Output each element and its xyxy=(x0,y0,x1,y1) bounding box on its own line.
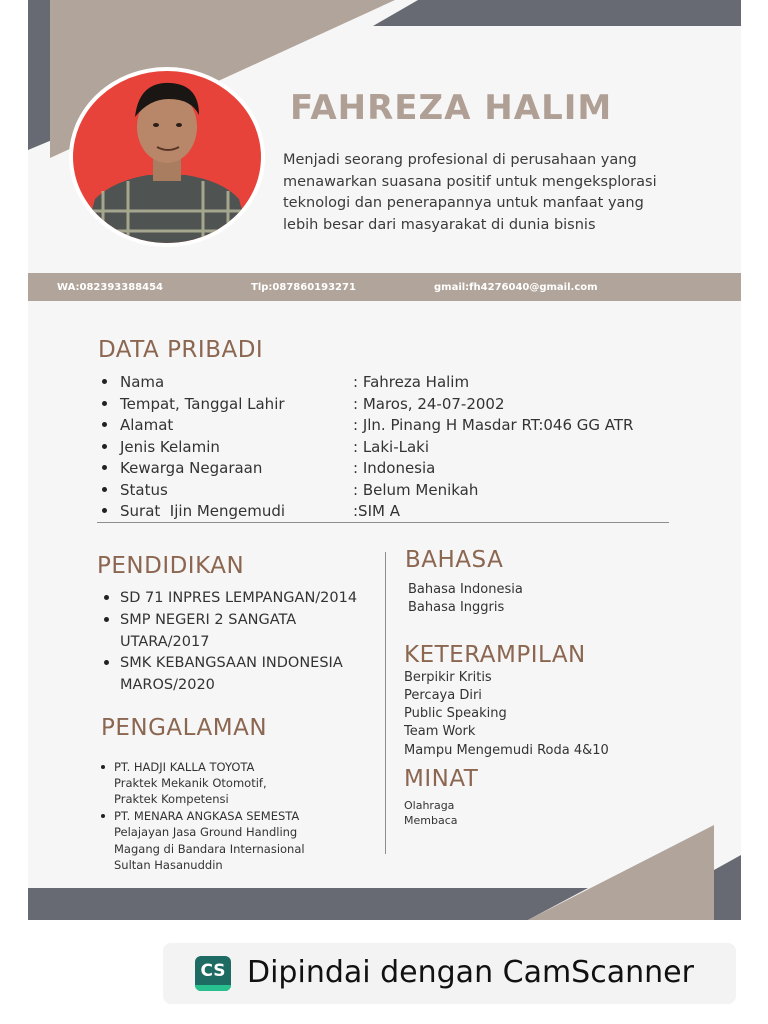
education-item: SMK KEBANGSAAN INDONESIA MAROS/2020 xyxy=(120,655,343,693)
experience-detail: Pelajayan Jasa Ground Handling xyxy=(114,825,298,839)
bullet-dot xyxy=(102,465,107,470)
section-title-data-pribadi: DATA PRIBADI xyxy=(98,337,264,363)
camscanner-logo-text: CS xyxy=(200,961,226,981)
personal-value: : Fahreza Halim xyxy=(353,373,470,391)
horizontal-divider xyxy=(97,522,669,523)
deco-top-left-gray xyxy=(28,0,52,150)
full-name: FAHREZA HALIM xyxy=(290,88,613,128)
personal-value: : Maros, 24-07-2002 xyxy=(353,395,505,413)
bullet-dot xyxy=(102,444,107,449)
personal-value: : Indonesia xyxy=(353,459,436,477)
contact-phone: Tlp:087860193271 xyxy=(251,282,356,293)
personal-value: :SIM A xyxy=(353,502,400,520)
experience-detail: Magang di Bandara Internasional xyxy=(114,842,305,856)
profile-photo xyxy=(69,67,265,247)
personal-label: Kewarga Negaraan xyxy=(120,459,263,477)
section-title-minat: MINAT xyxy=(404,766,479,792)
camscanner-watermark xyxy=(163,943,736,1004)
bullet-dot xyxy=(102,401,107,406)
personal-value: : Jln. Pinang H Masdar RT:046 GG ATR xyxy=(353,416,634,434)
education-item: SMP NEGERI 2 SANGATA UTARA/2017 xyxy=(120,612,297,650)
bullet-dot xyxy=(101,765,105,769)
personal-label: Alamat xyxy=(120,416,174,434)
skill-item: Mampu Mengemudi Roda 4&10 xyxy=(404,743,609,758)
skill-item: Berpikir Kritis xyxy=(404,670,492,685)
bullet-dot xyxy=(102,487,107,492)
personal-label: Tempat, Tanggal Lahir xyxy=(120,395,285,413)
education-item: SD 71 INPRES LEMPANGAN/2014 xyxy=(120,590,358,606)
person-silhouette xyxy=(73,71,261,243)
personal-label: Status xyxy=(120,481,168,499)
vertical-divider xyxy=(385,552,386,854)
experience-company: PT. MENARA ANGKASA SEMESTA xyxy=(114,809,300,823)
bullet-dot xyxy=(104,617,109,622)
camscanner-logo-icon xyxy=(195,956,231,991)
personal-label: Nama xyxy=(120,373,165,391)
contact-bar xyxy=(28,273,741,301)
deco-bottom-right-gray xyxy=(714,855,741,920)
section-title-keterampilan: KETERAMPILAN xyxy=(404,642,586,668)
skill-item: Team Work xyxy=(404,724,476,739)
deco-bottom-gray xyxy=(28,888,588,920)
skill-item: Public Speaking xyxy=(404,706,507,721)
bullet-dot xyxy=(102,508,107,513)
bullet-dot xyxy=(102,379,107,384)
contact-email: gmail:fh4276040@gmail.com xyxy=(434,282,598,293)
camscanner-label: Dipindai dengan CamScanner xyxy=(247,955,694,990)
experience-detail: Praktek Mekanik Otomotif, xyxy=(114,776,267,790)
deco-bottom-taupe xyxy=(528,825,714,920)
bullet-dot xyxy=(101,814,105,818)
personal-label: Surat Ijin Mengemudi xyxy=(120,502,286,520)
experience-detail: Sultan Hasanuddin xyxy=(114,858,223,872)
section-title-pendidikan: PENDIDIKAN xyxy=(97,553,245,579)
skill-item: Percaya Diri xyxy=(404,688,482,703)
personal-value: : Laki-Laki xyxy=(353,438,430,456)
deco-top-right-gray xyxy=(373,0,741,26)
experience-detail: Praktek Kompetensi xyxy=(114,792,229,806)
bullet-dot xyxy=(102,422,107,427)
career-objective: Menjadi seorang profesional di perusahaan yang menawarkan suasana positif untuk mengeksplorasi teknologi dan penerapannya untuk manfaat yang lebih besar dari masyarakat di dunia bisnis xyxy=(283,152,657,233)
bullet-dot xyxy=(104,660,109,665)
interest-item: Membaca xyxy=(404,814,458,827)
bullet-dot xyxy=(104,595,109,600)
section-title-pengalaman: PENGALAMAN xyxy=(101,715,268,741)
contact-whatsapp: WA:082393388454 xyxy=(57,282,164,293)
section-title-bahasa: BAHASA xyxy=(405,547,504,573)
experience-company: PT. HADJI KALLA TOYOTA xyxy=(114,760,255,774)
language-item: Bahasa Indonesia xyxy=(408,582,523,597)
personal-label: Jenis Kelamin xyxy=(120,438,220,456)
language-item: Bahasa Inggris xyxy=(408,600,505,615)
interest-item: Olahraga xyxy=(404,799,455,812)
personal-value: : Belum Menikah xyxy=(353,481,479,499)
